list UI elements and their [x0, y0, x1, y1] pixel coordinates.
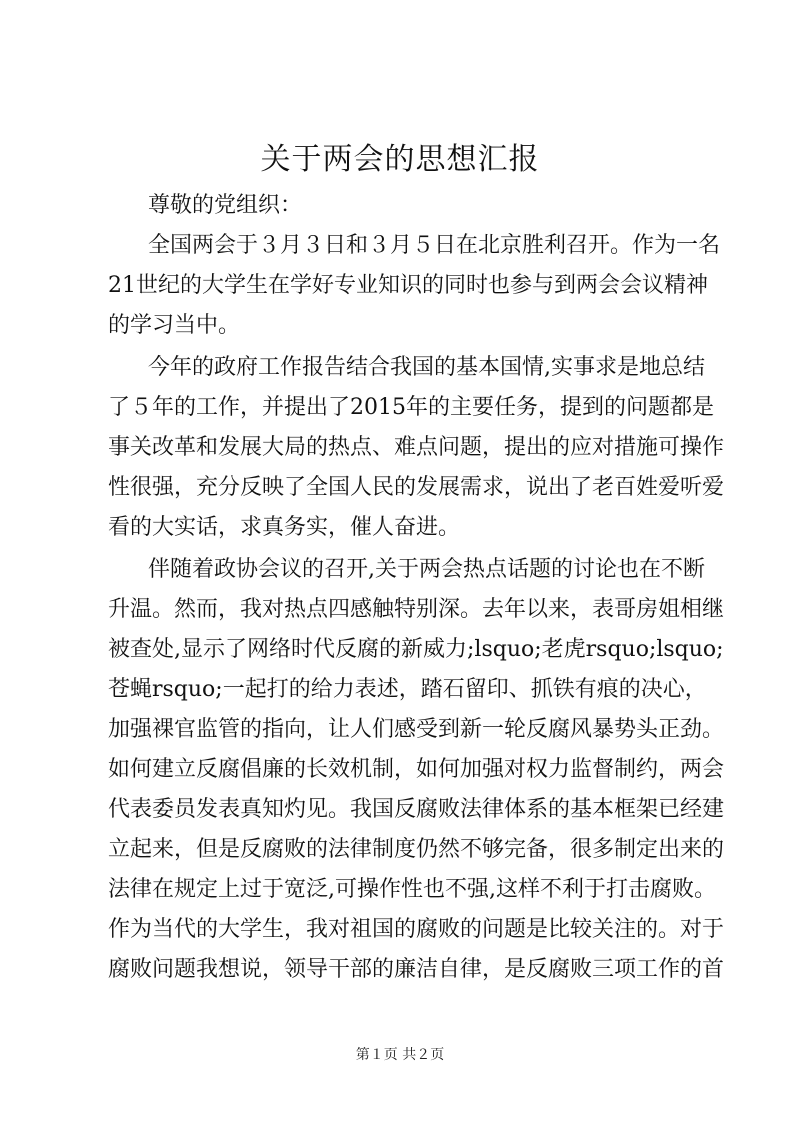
paragraph-line: 代表委员发表真知灼见。我国反腐败法律体系的基本框架已经建 — [108, 797, 725, 822]
paragraph-line: 性很强，充分反映了全国人民的发展需求，说出了老百姓爱听爱 — [108, 475, 725, 500]
page-number-footer: 第１页 共２页 — [355, 1047, 445, 1063]
paragraph-line: 腐败问题我想说，领导干部的廉洁自律，是反腐败三项工作的首 — [108, 957, 725, 982]
salutation: 尊敬的党组织： — [148, 193, 303, 218]
paragraph-line: 看的大实话，求真务实，催人奋进。 — [108, 515, 461, 540]
paragraph-line: 全国两会于３月３日和３月５日在北京胜利召开。作为一名 — [148, 233, 721, 258]
paragraph-line: 伴随着政协会议的召开,关于两会热点话题的讨论也在不断 — [148, 557, 705, 582]
paragraph-line: 事关改革和发展大局的热点、难点问题，提出的应对措施可操作 — [108, 435, 725, 460]
paragraph-line: 立起来，但是反腐败的法律制度仍然不够完备，很多制定出来的 — [108, 837, 725, 862]
paragraph-line: 作为当代的大学生，我对祖国的腐败的问题是比较关注的。对于 — [108, 917, 725, 942]
paragraph-line: 今年的政府工作报告结合我国的基本国情,实事求是地总结 — [148, 355, 705, 380]
paragraph-line: 升温。然而，我对热点四感触特别深。去年以来，表哥房姐相继 — [108, 597, 725, 622]
paragraph-line: 如何建立反腐倡廉的长效机制，如何加强对权力监督制约，两会 — [108, 757, 725, 782]
paragraph-line: 苍蝇rsquo;一起打的给力表述，踏石留印、抓铁有痕的决心， — [108, 677, 707, 702]
paragraph-line: 的学习当中。 — [108, 313, 241, 338]
paragraph-line: 加强裸官监管的指向，让人们感受到新一轮反腐风暴势头正劲。 — [108, 717, 725, 742]
document-title: 关于两会的思想汇报 — [260, 142, 540, 177]
paragraph-line: 21世纪的大学生在学好专业知识的同时也参与到两会会议精神 — [108, 273, 708, 298]
paragraph-line: 了５年的工作，并提出了2015年的主要任务，提到的问题都是 — [108, 395, 714, 420]
paragraph-line: 法律在规定上过于宽泛,可操作性也不强,这样不利于打击腐败。 — [108, 877, 716, 902]
paragraph-line: 被查处,显示了网络时代反腐的新威力;lsquo;老虎rsquo;lsquo; — [108, 637, 724, 662]
